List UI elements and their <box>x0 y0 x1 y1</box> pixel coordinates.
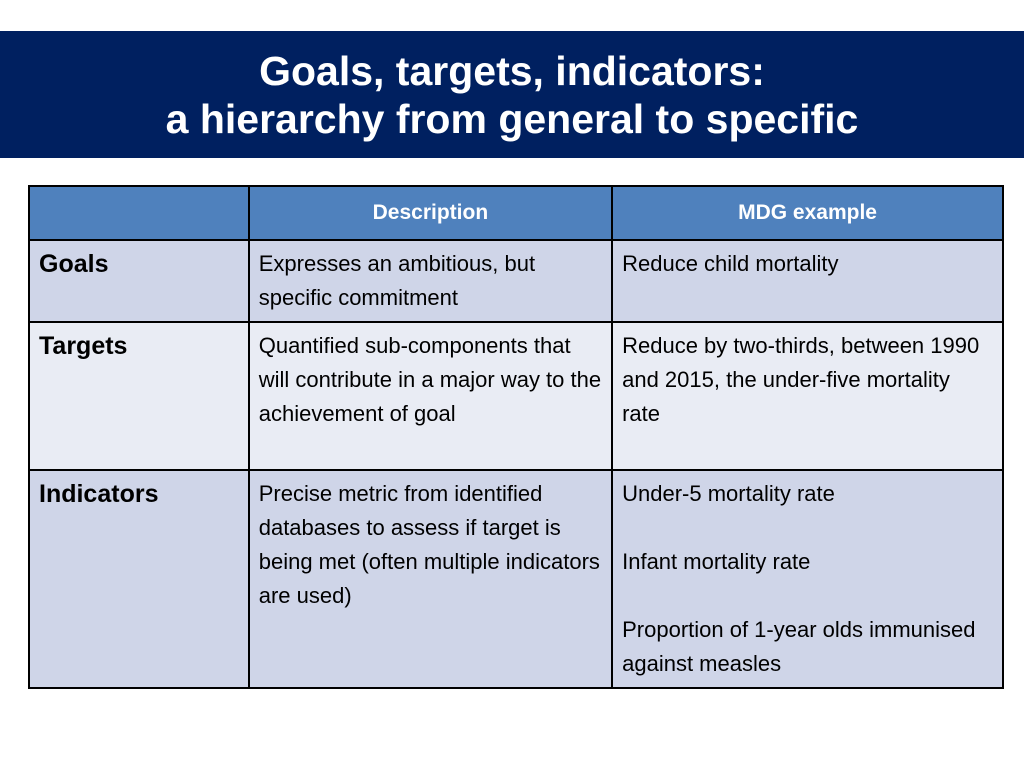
row-label-goals: Goals <box>29 240 249 322</box>
row-label-indicators: Indicators <box>29 470 249 688</box>
example-targets <box>612 322 1003 470</box>
example-goals-item: Reduce child mortality <box>622 251 839 276</box>
header-cell-description: Description <box>249 186 612 240</box>
title-line-1: Goals, targets, indicators: <box>259 47 765 94</box>
header-cell-mdg-example: MDG example <box>612 186 1003 240</box>
table-row-goals <box>29 240 1003 322</box>
row-label-targets: Targets <box>29 322 249 470</box>
example-targets-item: Reduce by two-thirds, between 1990 and 2015, the under-five mortality rate <box>622 333 980 426</box>
description-indicators: Precise metric from identified databases to assess if target is being met (often multiple indicators are used) <box>249 470 612 688</box>
header-cell-empty <box>29 186 249 240</box>
title-banner <box>0 31 1024 158</box>
table-row-indicators <box>29 470 1003 688</box>
table-row-targets <box>29 322 1003 470</box>
title-line-2: a hierarchy from general to specific <box>165 95 859 142</box>
example-indicators <box>612 470 1003 688</box>
description-goals: Expresses an ambitious, but specific commitment <box>249 240 612 322</box>
example-goals <box>612 240 1003 322</box>
table-header-row <box>29 186 1003 240</box>
example-indicator-3: Proportion of 1-year olds immunised against measles <box>622 617 976 676</box>
hierarchy-table <box>28 185 1004 689</box>
example-indicator-1: Under-5 mortality rate <box>622 481 835 506</box>
description-targets: Quantified sub-components that will contribute in a major way to the achievement of goal <box>249 322 612 470</box>
example-indicator-2: Infant mortality rate <box>622 549 811 574</box>
